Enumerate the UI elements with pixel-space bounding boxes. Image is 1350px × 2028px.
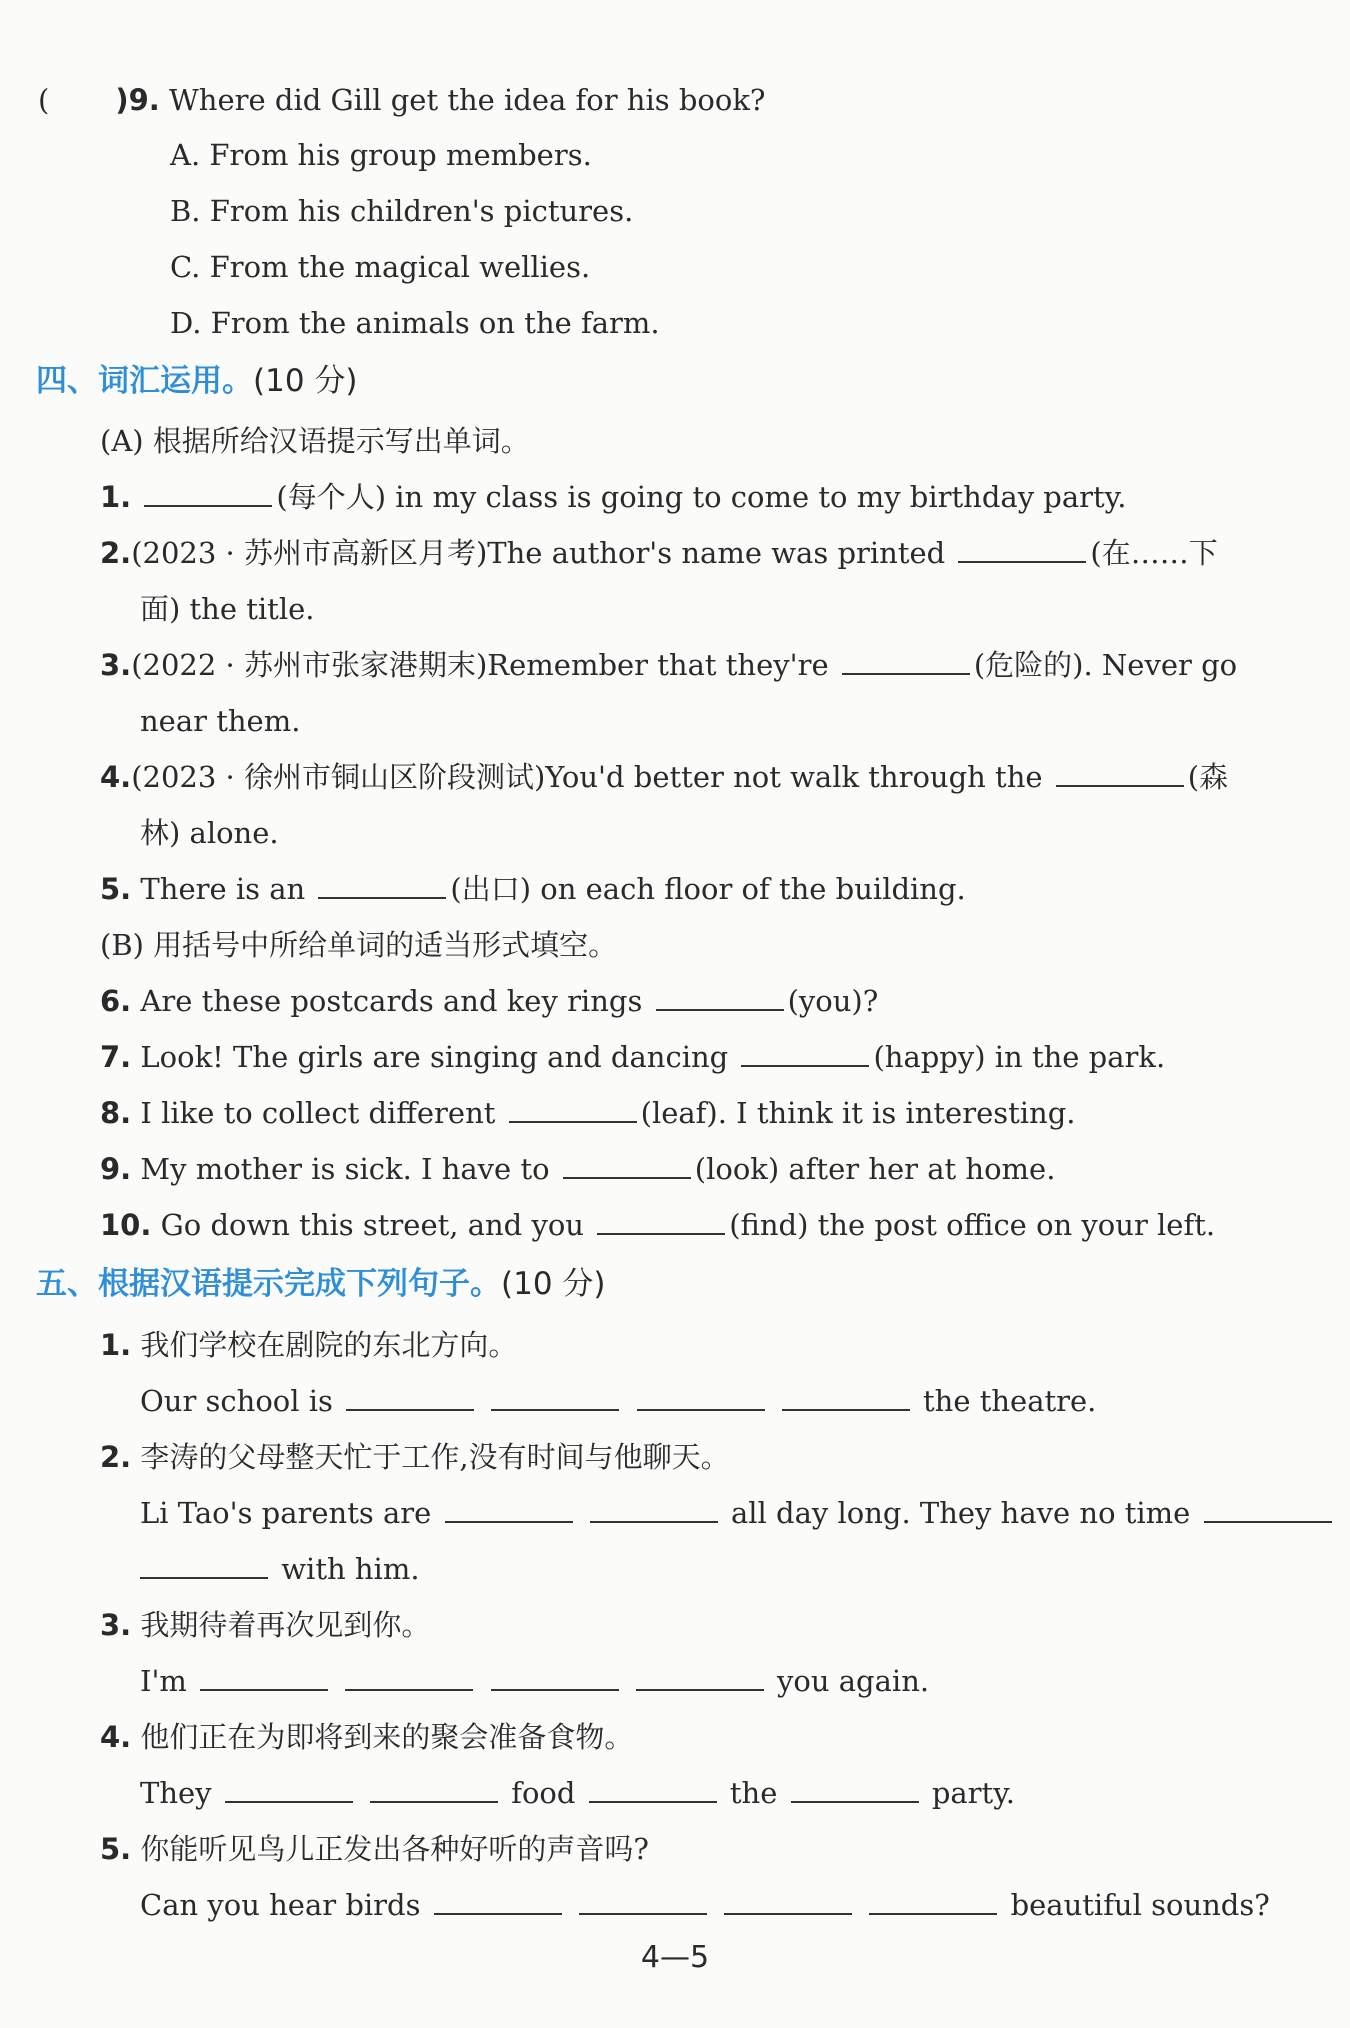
item-hint: (在……下 (1090, 536, 1218, 570)
s5-item-2-zh (100, 1433, 1350, 1481)
answer-blank[interactable] (724, 1883, 852, 1915)
option-a: A. From his group members. (170, 138, 592, 172)
item-hint: (leaf). I think it is interesting. (640, 1096, 1076, 1130)
s5-item-3-en (140, 1657, 1350, 1705)
answer-blank[interactable] (741, 1035, 869, 1067)
s4-item-5 (100, 865, 1350, 913)
item-number: 5. (100, 872, 132, 906)
item-hint: (look) after her at home. (694, 1152, 1056, 1186)
section4-heading (36, 357, 1350, 405)
item-text: (2022 · 苏州市张家港期末)Remember that they're (131, 648, 829, 682)
item-number: 4. (100, 760, 132, 794)
answer-blank[interactable] (345, 1659, 473, 1691)
item-text: Go down this street, and you (160, 1208, 584, 1242)
answer-blank[interactable] (590, 1491, 718, 1523)
item-number: 5. (100, 1832, 132, 1866)
s5-item-3-zh (100, 1601, 1350, 1649)
item-number: 2. (100, 536, 132, 570)
item-number: 7. (100, 1040, 132, 1074)
item-number: 8. (100, 1096, 132, 1130)
s4-item-9 (100, 1145, 1350, 1193)
section5-heading (36, 1260, 1350, 1308)
item-text: (2023 · 徐州市铜山区阶段测试)You'd better not walk through the (131, 760, 1043, 794)
sentence-text: with him. (281, 1552, 420, 1586)
answer-blank[interactable] (225, 1771, 353, 1803)
section4-points: (10 分) (253, 363, 358, 399)
s5-item-5-en (140, 1881, 1350, 1929)
chinese-prompt: 我期待着再次见到你。 (140, 1608, 431, 1642)
item-text: Look! The girls are singing and dancing (140, 1040, 729, 1074)
sentence-text: Li Tao's parents are (140, 1496, 432, 1530)
sentence-text: you again. (777, 1664, 930, 1698)
answer-blank[interactable] (597, 1203, 725, 1235)
s4-item-2 (100, 529, 1350, 577)
item-number: 9. (100, 1152, 132, 1186)
answer-blank[interactable] (563, 1147, 691, 1179)
answer-blank[interactable] (791, 1771, 919, 1803)
item-number: 1. (100, 1328, 132, 1362)
chinese-prompt: 李涛的父母整天忙于工作,没有时间与他聊天。 (140, 1440, 730, 1474)
answer-blank[interactable] (869, 1883, 997, 1915)
answer-blank[interactable] (636, 1659, 764, 1691)
s5-item-1-en (140, 1377, 1350, 1425)
item-hint: (出口) on each floor of the building. (450, 872, 966, 906)
s5-item-1-zh (100, 1321, 1350, 1369)
answer-blank[interactable] (346, 1379, 474, 1411)
s5-item-5-zh (100, 1825, 1350, 1873)
section5-points: (10 分) (501, 1266, 606, 1302)
section4-title: 四、词汇运用。 (36, 363, 253, 399)
s4-item-1 (100, 473, 1350, 521)
item-number: 10. (100, 1208, 152, 1242)
chinese-prompt: 他们正在为即将到来的聚会准备食物。 (140, 1720, 634, 1754)
answer-blank[interactable] (491, 1379, 619, 1411)
answer-blank[interactable] (200, 1659, 328, 1691)
sentence-text: beautiful sounds? (1010, 1888, 1270, 1922)
item-number: 6. (100, 984, 132, 1018)
item-text: My mother is sick. I have to (140, 1152, 550, 1186)
sentence-text: They (140, 1776, 212, 1810)
item-hint: (you)? (787, 984, 879, 1018)
item-text: Are these postcards and key rings (140, 984, 643, 1018)
s4-item-2-cont: 面) the title. (140, 592, 315, 626)
s4-item-6 (100, 977, 1350, 1025)
question-number: )9. (115, 83, 160, 117)
s4-item-3-cont: near them. (140, 704, 301, 738)
item-number: 4. (100, 1720, 132, 1754)
option-b: B. From his children's pictures. (170, 194, 634, 228)
s4-item-8 (100, 1089, 1350, 1137)
sentence-text: party. (931, 1776, 1015, 1810)
answer-blank[interactable] (491, 1659, 619, 1691)
answer-blank[interactable] (579, 1883, 707, 1915)
answer-blank[interactable] (509, 1091, 637, 1123)
item-text: (每个人) in my class is going to come to my birthday party. (276, 480, 1127, 514)
item-number: 1. (100, 480, 132, 514)
item-number: 3. (100, 1608, 132, 1642)
item-number: 3. (100, 648, 132, 682)
item-number: 2. (100, 1440, 132, 1474)
sentence-text: Our school is (140, 1384, 333, 1418)
answer-blank[interactable] (1056, 755, 1184, 787)
item-text: There is an (140, 872, 306, 906)
item-hint: (find) the post office on your left. (729, 1208, 1216, 1242)
section5-title: 五、根据汉语提示完成下列句子。 (36, 1266, 501, 1302)
answer-paren-open: ( (38, 83, 50, 117)
chinese-prompt: 我们学校在剧院的东北方向。 (140, 1328, 518, 1362)
s4-item-4-cont: 林) alone. (140, 816, 279, 850)
answer-blank[interactable] (140, 1547, 268, 1579)
s5-item-4-en (140, 1769, 1350, 1817)
sentence-text: Can you hear birds (140, 1888, 421, 1922)
s4-item-10 (100, 1201, 1350, 1249)
answer-blank[interactable] (434, 1883, 562, 1915)
sentence-text: the theatre. (923, 1384, 1097, 1418)
answer-blank[interactable] (782, 1379, 910, 1411)
answer-blank[interactable] (318, 867, 446, 899)
answer-blank[interactable] (144, 475, 272, 507)
page-number: 4—5 (640, 1940, 710, 1975)
item-hint: (森 (1187, 760, 1229, 794)
answer-blank[interactable] (656, 979, 784, 1011)
s5-item-2-cont (140, 1545, 1350, 1593)
answer-blank[interactable] (589, 1771, 717, 1803)
section4-part-b: (B) 用括号中所给单词的适当形式填空。 (100, 928, 618, 962)
sentence-text: all day long. They have no time (730, 1496, 1191, 1530)
answer-blank[interactable] (445, 1491, 573, 1523)
option-c: C. From the magical wellies. (170, 250, 591, 284)
answer-blank[interactable] (1204, 1491, 1332, 1523)
item-text: (2023 · 苏州市高新区月考)The author's name was printed (131, 536, 946, 570)
item-text: I like to collect different (140, 1096, 496, 1130)
section4-part-a: (A) 根据所给汉语提示写出单词。 (100, 424, 530, 458)
sentence-text: the (729, 1776, 778, 1810)
sentence-text: I'm (140, 1664, 187, 1698)
answer-blank[interactable] (842, 643, 970, 675)
question-text: Where did Gill get the idea for his book? (169, 83, 766, 117)
chinese-prompt: 你能听见鸟儿正发出各种好听的声音吗? (140, 1832, 649, 1866)
item-hint: (危险的). Never go (973, 648, 1238, 682)
s5-item-4-zh (100, 1713, 1350, 1761)
s5-item-2-en (140, 1489, 1350, 1537)
answer-blank[interactable] (370, 1771, 498, 1803)
s4-item-3 (100, 641, 1350, 689)
s4-item-4 (100, 753, 1350, 801)
s4-item-7 (100, 1033, 1350, 1081)
q9-question-line (38, 76, 1350, 124)
item-hint: (happy) in the park. (873, 1040, 1166, 1074)
answer-blank[interactable] (958, 531, 1086, 563)
option-d: D. From the animals on the farm. (170, 306, 660, 340)
sentence-text: food (511, 1776, 576, 1810)
answer-blank[interactable] (637, 1379, 765, 1411)
